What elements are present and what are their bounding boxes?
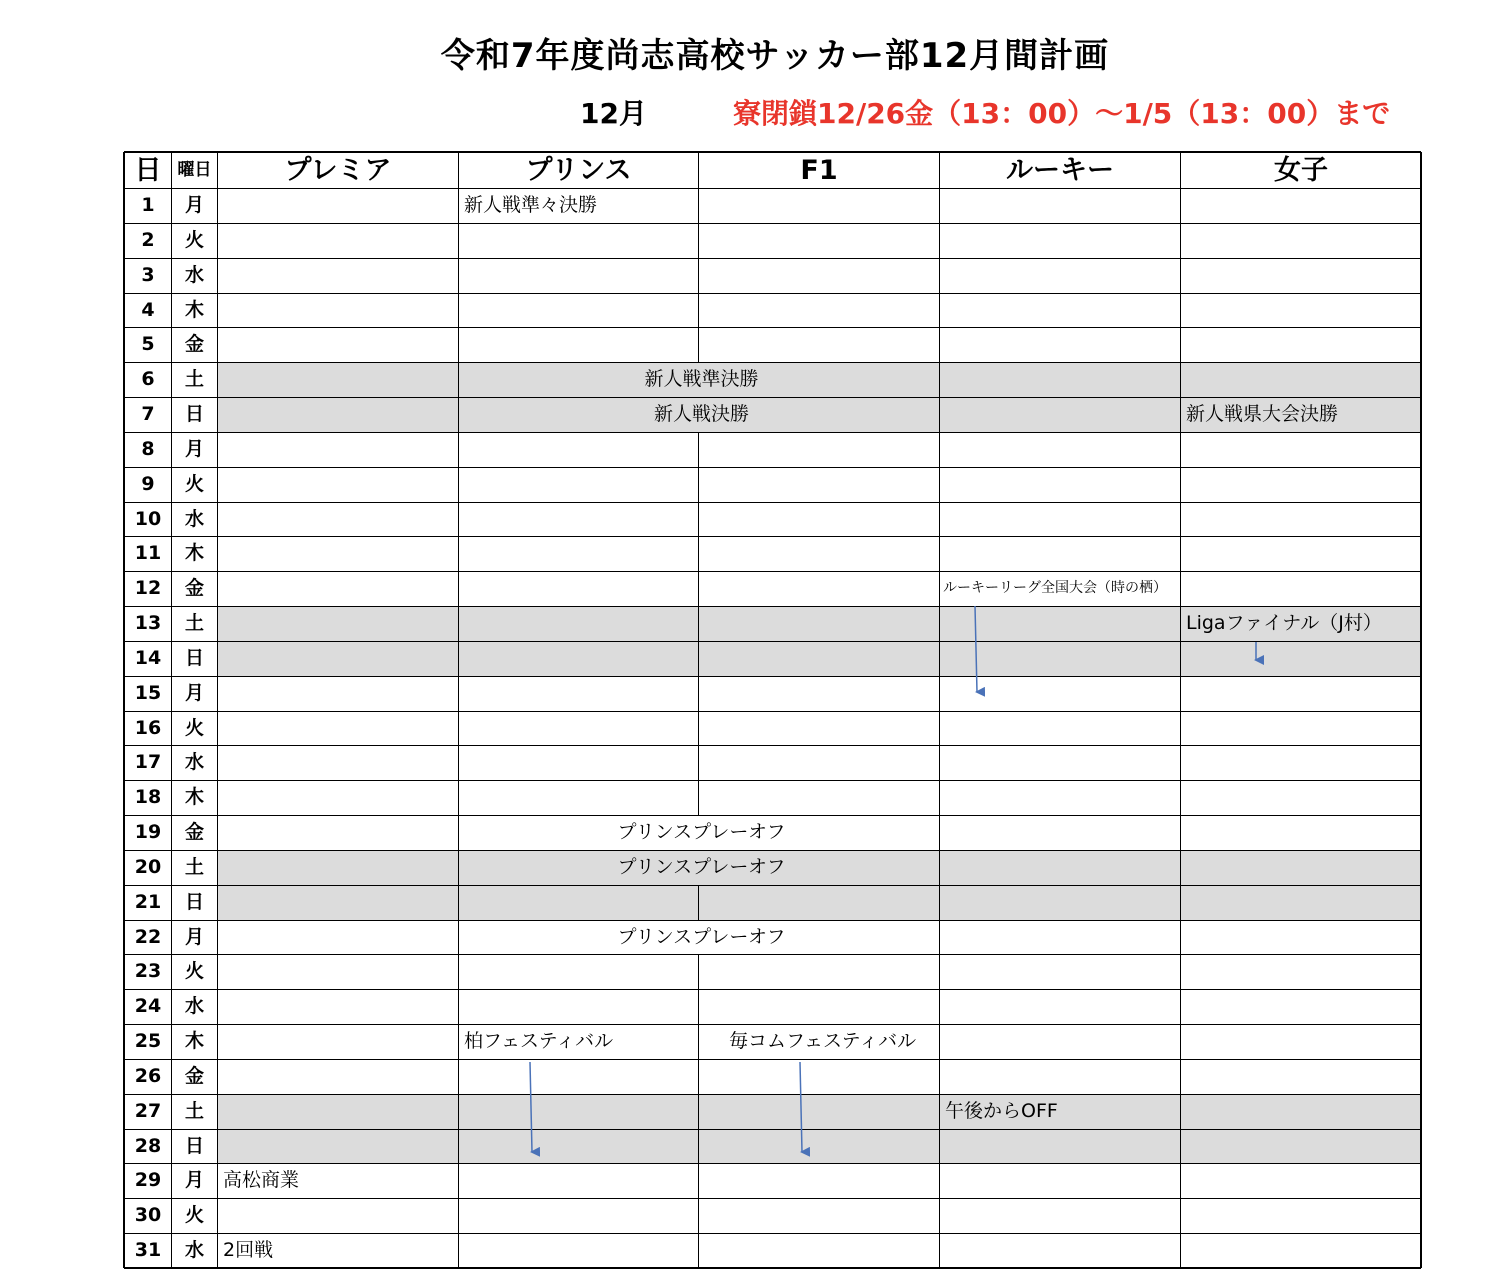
cell-women-23 — [1180, 954, 1421, 989]
header-weekday: 曜日 — [171, 152, 217, 188]
cell-rookie-31 — [939, 1233, 1180, 1268]
cell-women-1 — [1180, 188, 1421, 223]
cell-rookie-7 — [939, 397, 1180, 432]
day-number: 19 — [124, 815, 171, 850]
weekday: 金 — [171, 327, 217, 362]
cell-premier-1 — [217, 188, 458, 223]
cell-f1-2 — [698, 223, 939, 258]
cell-f1-26 — [698, 1059, 939, 1094]
cell-rookie-14 — [939, 641, 1180, 676]
cell-rookie-26 — [939, 1059, 1180, 1094]
day-number: 12 — [124, 571, 171, 606]
schedule-table — [124, 152, 1421, 1268]
cell-f1-31 — [698, 1233, 939, 1268]
cell-f1-24 — [698, 989, 939, 1024]
cell-women-24 — [1180, 989, 1421, 1024]
day-number: 20 — [124, 850, 171, 885]
cell-premier-9 — [217, 467, 458, 502]
day-number: 23 — [124, 954, 171, 989]
cell-women-18 — [1180, 780, 1421, 815]
cell-rookie-8 — [939, 432, 1180, 467]
dorm-closure-notice: 寮閉鎖12/26金（13：00）～1/5（13：00）まで — [733, 97, 1391, 130]
cell-premier-11 — [217, 536, 458, 571]
day-number: 30 — [124, 1198, 171, 1233]
header-women: 女子 — [1180, 152, 1421, 188]
weekday: 水 — [171, 989, 217, 1024]
cell-women-19 — [1180, 815, 1421, 850]
weekday: 月 — [171, 676, 217, 711]
weekday: 木 — [171, 780, 217, 815]
header-day: 日 — [124, 152, 171, 188]
day-number: 8 — [124, 432, 171, 467]
cell-premier-23 — [217, 954, 458, 989]
event-rookie-12: ルーキーリーグ全国大会（時の栖） — [939, 571, 1180, 606]
weekday: 日 — [171, 1129, 217, 1164]
cell-prince-26 — [458, 1059, 698, 1094]
cell-women-11 — [1180, 536, 1421, 571]
table-border-left — [123, 152, 125, 1268]
cell-premier-15 — [217, 676, 458, 711]
cell-f1-1 — [698, 188, 939, 223]
event-prince-f1-6: 新人戦準決勝 — [458, 362, 939, 397]
cell-women-25 — [1180, 1024, 1421, 1059]
weekday: 水 — [171, 502, 217, 537]
cell-rookie-6 — [939, 362, 1180, 397]
weekday: 金 — [171, 815, 217, 850]
cell-rookie-18 — [939, 780, 1180, 815]
month-label: 12月 — [580, 97, 647, 130]
cell-rookie-23 — [939, 954, 1180, 989]
day-number: 14 — [124, 641, 171, 676]
cell-premier-6 — [217, 362, 458, 397]
weekday: 土 — [171, 362, 217, 397]
day-number: 10 — [124, 502, 171, 537]
event-prince-f1-20: プリンスプレーオフ — [458, 850, 939, 885]
day-number: 27 — [124, 1094, 171, 1129]
cell-premier-14 — [217, 641, 458, 676]
cell-f1-29 — [698, 1163, 939, 1198]
weekday: 木 — [171, 293, 217, 328]
cell-women-2 — [1180, 223, 1421, 258]
cell-rookie-28 — [939, 1129, 1180, 1164]
day-number: 1 — [124, 188, 171, 223]
cell-women-8 — [1180, 432, 1421, 467]
cell-rookie-11 — [939, 536, 1180, 571]
cell-women-26 — [1180, 1059, 1421, 1094]
header-rookie: ルーキー — [939, 152, 1180, 188]
cell-prince-28 — [458, 1129, 698, 1164]
cell-rookie-17 — [939, 745, 1180, 780]
weekday: 日 — [171, 397, 217, 432]
weekday: 月 — [171, 1163, 217, 1198]
weekday: 火 — [171, 954, 217, 989]
day-number: 26 — [124, 1059, 171, 1094]
cell-premier-21 — [217, 885, 458, 920]
cell-rookie-22 — [939, 920, 1180, 955]
cell-women-29 — [1180, 1163, 1421, 1198]
cell-f1-17 — [698, 745, 939, 780]
cell-premier-24 — [217, 989, 458, 1024]
cell-prince-12 — [458, 571, 698, 606]
weekday: 水 — [171, 258, 217, 293]
cell-prince-13 — [458, 606, 698, 641]
weekday: 土 — [171, 606, 217, 641]
weekday: 土 — [171, 1094, 217, 1129]
cell-prince-24 — [458, 989, 698, 1024]
cell-premier-3 — [217, 258, 458, 293]
cell-women-10 — [1180, 502, 1421, 537]
cell-women-4 — [1180, 293, 1421, 328]
cell-women-6 — [1180, 362, 1421, 397]
day-number: 4 — [124, 293, 171, 328]
cell-premier-2 — [217, 223, 458, 258]
weekday: 月 — [171, 920, 217, 955]
cell-women-15 — [1180, 676, 1421, 711]
cell-prince-11 — [458, 536, 698, 571]
cell-women-21 — [1180, 885, 1421, 920]
cell-women-17 — [1180, 745, 1421, 780]
day-number: 28 — [124, 1129, 171, 1164]
day-number: 6 — [124, 362, 171, 397]
cell-prince-5 — [458, 327, 698, 362]
cell-f1-8 — [698, 432, 939, 467]
cell-premier-4 — [217, 293, 458, 328]
header-premier: プレミア — [217, 152, 458, 188]
cell-prince-15 — [458, 676, 698, 711]
cell-f1-11 — [698, 536, 939, 571]
table-border-bottom — [124, 1267, 1421, 1269]
event-prince-f1-19: プリンスプレーオフ — [458, 815, 939, 850]
cell-f1-4 — [698, 293, 939, 328]
cell-women-30 — [1180, 1198, 1421, 1233]
cell-rookie-2 — [939, 223, 1180, 258]
day-number: 5 — [124, 327, 171, 362]
cell-women-12 — [1180, 571, 1421, 606]
cell-rookie-3 — [939, 258, 1180, 293]
cell-women-5 — [1180, 327, 1421, 362]
cell-rookie-30 — [939, 1198, 1180, 1233]
event-women-13: Ligaファイナル（J村） — [1180, 606, 1421, 641]
cell-f1-5 — [698, 327, 939, 362]
cell-women-27 — [1180, 1094, 1421, 1129]
weekday: 月 — [171, 188, 217, 223]
day-number: 16 — [124, 711, 171, 746]
day-number: 22 — [124, 920, 171, 955]
event-prince-1: 新人戦準々決勝 — [458, 188, 698, 223]
cell-prince-4 — [458, 293, 698, 328]
event-premier-29: 高松商業 — [217, 1163, 458, 1198]
cell-premier-26 — [217, 1059, 458, 1094]
weekday: 金 — [171, 571, 217, 606]
cell-prince-29 — [458, 1163, 698, 1198]
cell-women-14 — [1180, 641, 1421, 676]
day-number: 13 — [124, 606, 171, 641]
cell-rookie-10 — [939, 502, 1180, 537]
cell-f1-10 — [698, 502, 939, 537]
table-border-right — [1420, 152, 1422, 1268]
cell-premier-5 — [217, 327, 458, 362]
day-number: 24 — [124, 989, 171, 1024]
event-f1-25: 毎コムフェスティバル — [698, 1024, 939, 1059]
cell-f1-3 — [698, 258, 939, 293]
page-title: 令和7年度尚志高校サッカー部12月間計画 — [440, 36, 1110, 76]
cell-women-9 — [1180, 467, 1421, 502]
cell-f1-12 — [698, 571, 939, 606]
cell-premier-16 — [217, 711, 458, 746]
day-number: 31 — [124, 1233, 171, 1268]
cell-women-16 — [1180, 711, 1421, 746]
cell-premier-8 — [217, 432, 458, 467]
cell-prince-10 — [458, 502, 698, 537]
cell-women-20 — [1180, 850, 1421, 885]
cell-rookie-29 — [939, 1163, 1180, 1198]
day-number: 15 — [124, 676, 171, 711]
cell-premier-28 — [217, 1129, 458, 1164]
cell-rookie-25 — [939, 1024, 1180, 1059]
weekday: 日 — [171, 885, 217, 920]
cell-premier-7 — [217, 397, 458, 432]
cell-prince-2 — [458, 223, 698, 258]
cell-premier-20 — [217, 850, 458, 885]
cell-premier-27 — [217, 1094, 458, 1129]
cell-premier-10 — [217, 502, 458, 537]
weekday: 火 — [171, 467, 217, 502]
cell-premier-30 — [217, 1198, 458, 1233]
event-prince-f1-7: 新人戦決勝 — [458, 397, 939, 432]
cell-rookie-4 — [939, 293, 1180, 328]
weekday: 火 — [171, 223, 217, 258]
cell-f1-18 — [698, 780, 939, 815]
weekday: 月 — [171, 432, 217, 467]
cell-prince-9 — [458, 467, 698, 502]
cell-rookie-9 — [939, 467, 1180, 502]
cell-premier-18 — [217, 780, 458, 815]
cell-prince-31 — [458, 1233, 698, 1268]
cell-rookie-19 — [939, 815, 1180, 850]
cell-premier-25 — [217, 1024, 458, 1059]
cell-rookie-5 — [939, 327, 1180, 362]
day-number: 9 — [124, 467, 171, 502]
cell-rookie-15 — [939, 676, 1180, 711]
cell-prince-8 — [458, 432, 698, 467]
event-rookie-27: 午後からOFF — [939, 1094, 1180, 1129]
cell-rookie-16 — [939, 711, 1180, 746]
header-f1: F1 — [698, 152, 939, 188]
cell-prince-16 — [458, 711, 698, 746]
cell-women-22 — [1180, 920, 1421, 955]
cell-prince-30 — [458, 1198, 698, 1233]
cell-rookie-13 — [939, 606, 1180, 641]
table-border-top — [124, 151, 1421, 153]
weekday: 木 — [171, 1024, 217, 1059]
event-prince-25: 柏フェスティバル — [458, 1024, 698, 1059]
cell-women-3 — [1180, 258, 1421, 293]
cell-f1-28 — [698, 1129, 939, 1164]
cell-premier-13 — [217, 606, 458, 641]
cell-women-31 — [1180, 1233, 1421, 1268]
event-prince-f1-22: プリンスプレーオフ — [458, 920, 939, 955]
cell-rookie-24 — [939, 989, 1180, 1024]
cell-f1-27 — [698, 1094, 939, 1129]
cell-women-28 — [1180, 1129, 1421, 1164]
day-number: 17 — [124, 745, 171, 780]
day-number: 11 — [124, 536, 171, 571]
cell-prince-27 — [458, 1094, 698, 1129]
cell-prince-18 — [458, 780, 698, 815]
header-prince: プリンス — [458, 152, 698, 188]
cell-f1-21 — [698, 885, 939, 920]
cell-premier-17 — [217, 745, 458, 780]
day-number: 7 — [124, 397, 171, 432]
cell-prince-21 — [458, 885, 698, 920]
cell-premier-19 — [217, 815, 458, 850]
cell-f1-14 — [698, 641, 939, 676]
cell-f1-15 — [698, 676, 939, 711]
weekday: 日 — [171, 641, 217, 676]
day-number: 21 — [124, 885, 171, 920]
cell-prince-23 — [458, 954, 698, 989]
day-number: 25 — [124, 1024, 171, 1059]
cell-f1-23 — [698, 954, 939, 989]
cell-prince-3 — [458, 258, 698, 293]
cell-rookie-1 — [939, 188, 1180, 223]
cell-prince-14 — [458, 641, 698, 676]
cell-premier-22 — [217, 920, 458, 955]
cell-prince-17 — [458, 745, 698, 780]
day-number: 2 — [124, 223, 171, 258]
event-women-7: 新人戦県大会決勝 — [1180, 397, 1421, 432]
weekday: 水 — [171, 745, 217, 780]
cell-f1-9 — [698, 467, 939, 502]
day-number: 3 — [124, 258, 171, 293]
weekday: 火 — [171, 1198, 217, 1233]
cell-f1-13 — [698, 606, 939, 641]
weekday: 土 — [171, 850, 217, 885]
weekday: 水 — [171, 1233, 217, 1268]
weekday: 金 — [171, 1059, 217, 1094]
weekday: 木 — [171, 536, 217, 571]
cell-rookie-20 — [939, 850, 1180, 885]
cell-premier-12 — [217, 571, 458, 606]
day-number: 18 — [124, 780, 171, 815]
cell-f1-16 — [698, 711, 939, 746]
cell-f1-30 — [698, 1198, 939, 1233]
event-premier-31: 2回戦 — [217, 1233, 458, 1268]
weekday: 火 — [171, 711, 217, 746]
day-number: 29 — [124, 1163, 171, 1198]
cell-rookie-21 — [939, 885, 1180, 920]
